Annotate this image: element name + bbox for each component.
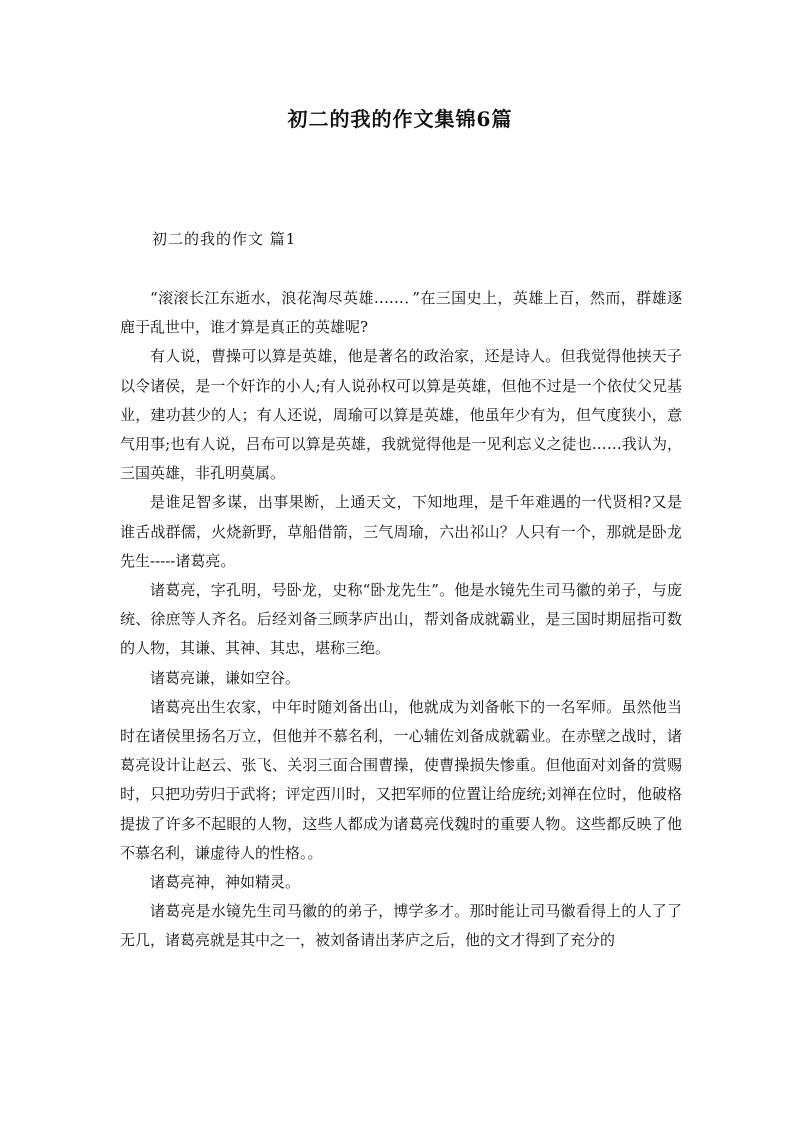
paragraph: 诸葛亮，字孔明，号卧龙，史称“卧龙先生”。他是水镜先生司马徽的弟子，与庞统、徐庶等人齐名。后经刘备三顾茅庐出山，帮刘备成就霸业，是三国时期屈指可数的人物，其谦、其神、其忠，堪称三绝。 (120, 581, 682, 658)
document-title: 初二的我的作文集锦6篇 (287, 107, 513, 131)
paragraph: 有人说，曹操可以算是英雄，他是著名的政治家，还是诗人。但我觉得他挟天子以令诸侯，是一个奸诈的小人;有人说孙权可以算是英雄，但他不过是一个依仗父兄基业，建功甚少的人；有人还说，周瑜可以算是英雄，他虽年少有为，但气度狭小，意气用事;也有人说，吕布可以算是英雄，我就觉得他是一见利忘义之徒也……我认为，三国英雄，非孔明莫属。 (120, 347, 682, 483)
document-body (120, 284, 682, 956)
paragraph: “滚滚长江东逝水，浪花淘尽英雄……．”在三国史上，英雄上百，然而，群雄逐鹿于乱世中，谁才算是真正的英雄呢? (120, 289, 682, 337)
paragraph: 诸葛亮是水镜先生司马徽的的弟子，博学多才。那时能让司马徽看得上的人了了无几，诸葛亮就是其中之一，被刘备请出茅庐之后，他的文才得到了充分的 (120, 902, 682, 950)
paragraph: 诸葛亮神，神如精灵。 (150, 873, 301, 892)
paragraph: 诸葛亮谦，谦如空谷。 (150, 668, 301, 687)
paragraph: 是谁足智多谋，出事果断，上通天文，下知地理，是千年难遇的一代贤相?又是谁舌战群儒，火烧新野，草船借箭，三气周瑜，六出祁山？人只有一个，那就是卧龙先生-----诸葛亮。 (120, 493, 682, 570)
paragraph: 诸葛亮出生农家，中年时随刘备出山，他就成为刘备帐下的一名军师。虽然他当时在诸侯里扬名万立，但他并不慕名利，一心辅佐刘备成就霸业。在赤壁之战时，诸葛亮设计让赵云、张飞、关羽三面合围曹操，使曹操损失惨重。但他面对刘备的赏赐时，只把功劳归于武将；评定西川时，又把军师的位置让给庞统;刘禅在位时，他破格提拔了许多不起眼的人物，这些人都成为诸葛亮伐魏时的重要人物。这些都反映了他不慕名利，谦虚待人的性格。。 (120, 697, 682, 862)
section-heading: 初二的我的作文 篇1 (152, 230, 297, 248)
